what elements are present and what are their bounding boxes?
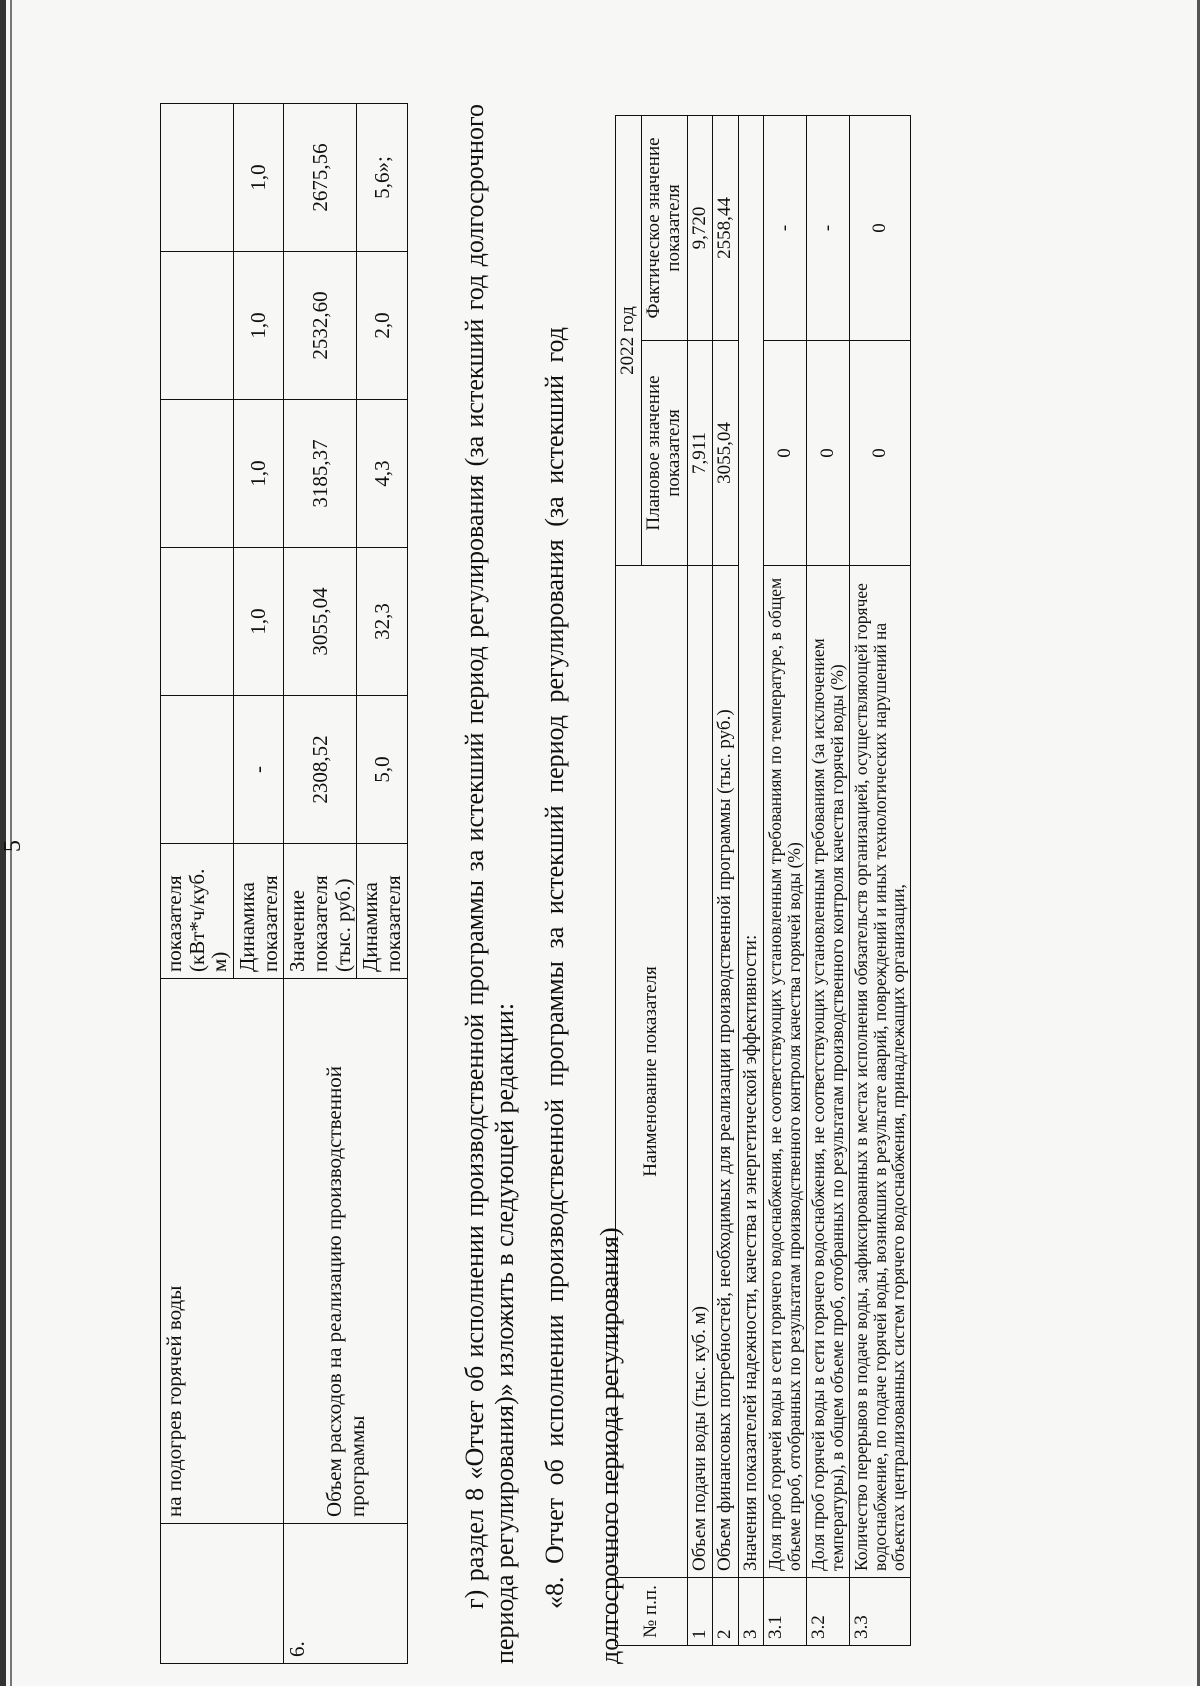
section-label: Значения показателей надежности, качества и энергетической эффективности: [738, 115, 764, 1577]
header-year: 2022 год [616, 115, 642, 565]
paragraph-section8-amendment: г) раздел 8 «Отчет об исполнении производственной программы за истекший период регулирования (за истекший год долгосрочного периода регулирования)» изложить в следующей редакции: [460, 104, 519, 1664]
table-row [161, 104, 234, 1664]
table-row: 2 Объем финансовых потребностей, необходимых для реализации производственной программы (тыс. руб.) 3055,04 2558,44 [713, 115, 739, 1645]
report-table [615, 115, 911, 1646]
header-planned: Плановое значение показателя [641, 341, 687, 566]
table-row: Динамика показателя 5,0 32,3 4,3 2,0 5,6»; [357, 104, 407, 1664]
row-label-heating: на подогрев горячей воды [161, 979, 284, 1524]
header-num: № п.п. [616, 1578, 688, 1646]
table-row: 1 Объем подачи воды (тыс. куб. м) 7,911 9,720 [687, 115, 713, 1645]
table-row: 3.3 Количество перерывов в подаче воды, зафиксированных в местах исполнения обязательств организацией, осуществляющей горячее водоснабжение, по подаче горячей воды, возникших в результате аварий, повреждений и иных технологических нарушений на объектах централизованных систем горячего водоснабжения, принадлежащих организации, 0 0 [849, 115, 911, 1645]
indicator-cell: Динамика показателя [357, 844, 407, 979]
table-row: Динамика показателя - 1,0 1,0 1,0 1,0 [234, 104, 284, 1664]
table-row: 6. Объем расходов на реализацию производственной программы Значение показателя (тыс. руб.) 2308,52 3055,04 3185,37 2532,60 2675,56 [284, 104, 357, 1664]
paragraph-section8-title-end: долгосрочного периода регулирования) [595, 1227, 624, 1664]
indicator-cell: Значение показателя (тыс. руб.) [284, 844, 357, 979]
page-number: 5 [0, 840, 26, 852]
row-number: 6. [284, 1524, 407, 1664]
table-row: 3 Значения показателей надежности, качества и энергетической эффективности: [738, 115, 764, 1645]
paragraph-section8-title: «8. Отчет об исполнении производственной программы за истекший период регулирования (за истекший год [540, 326, 569, 1609]
indicator-cell: показателя (кВт*ч/куб. м) [161, 844, 234, 979]
header-actual: Фактическое значение показателя [641, 115, 687, 340]
row-label-expenses: Объем расходов на реализацию производственной программы [284, 979, 407, 1524]
expenses-table [160, 103, 408, 1664]
table-row: 3.2 Доля проб горячей воды в сети горячего водоснабжения, не соответствующих установленным требованиям (за исключением температуры), в общем объеме проб, отобранных по результатам производственного контроля качества горячей воды (%) 0 - [806, 115, 849, 1645]
header-row [616, 115, 642, 1645]
table-row: 3.1 Доля проб горячей воды в сети горячего водоснабжения, не соответствующих установленным требованиям по температуре, в общем объеме проб, отобранных по результатам производственного контроля качества горячей воды (%) 0 - [764, 115, 807, 1645]
indicator-cell: Динамика показателя [234, 844, 284, 979]
header-name: Наименование показателя [616, 566, 688, 1578]
